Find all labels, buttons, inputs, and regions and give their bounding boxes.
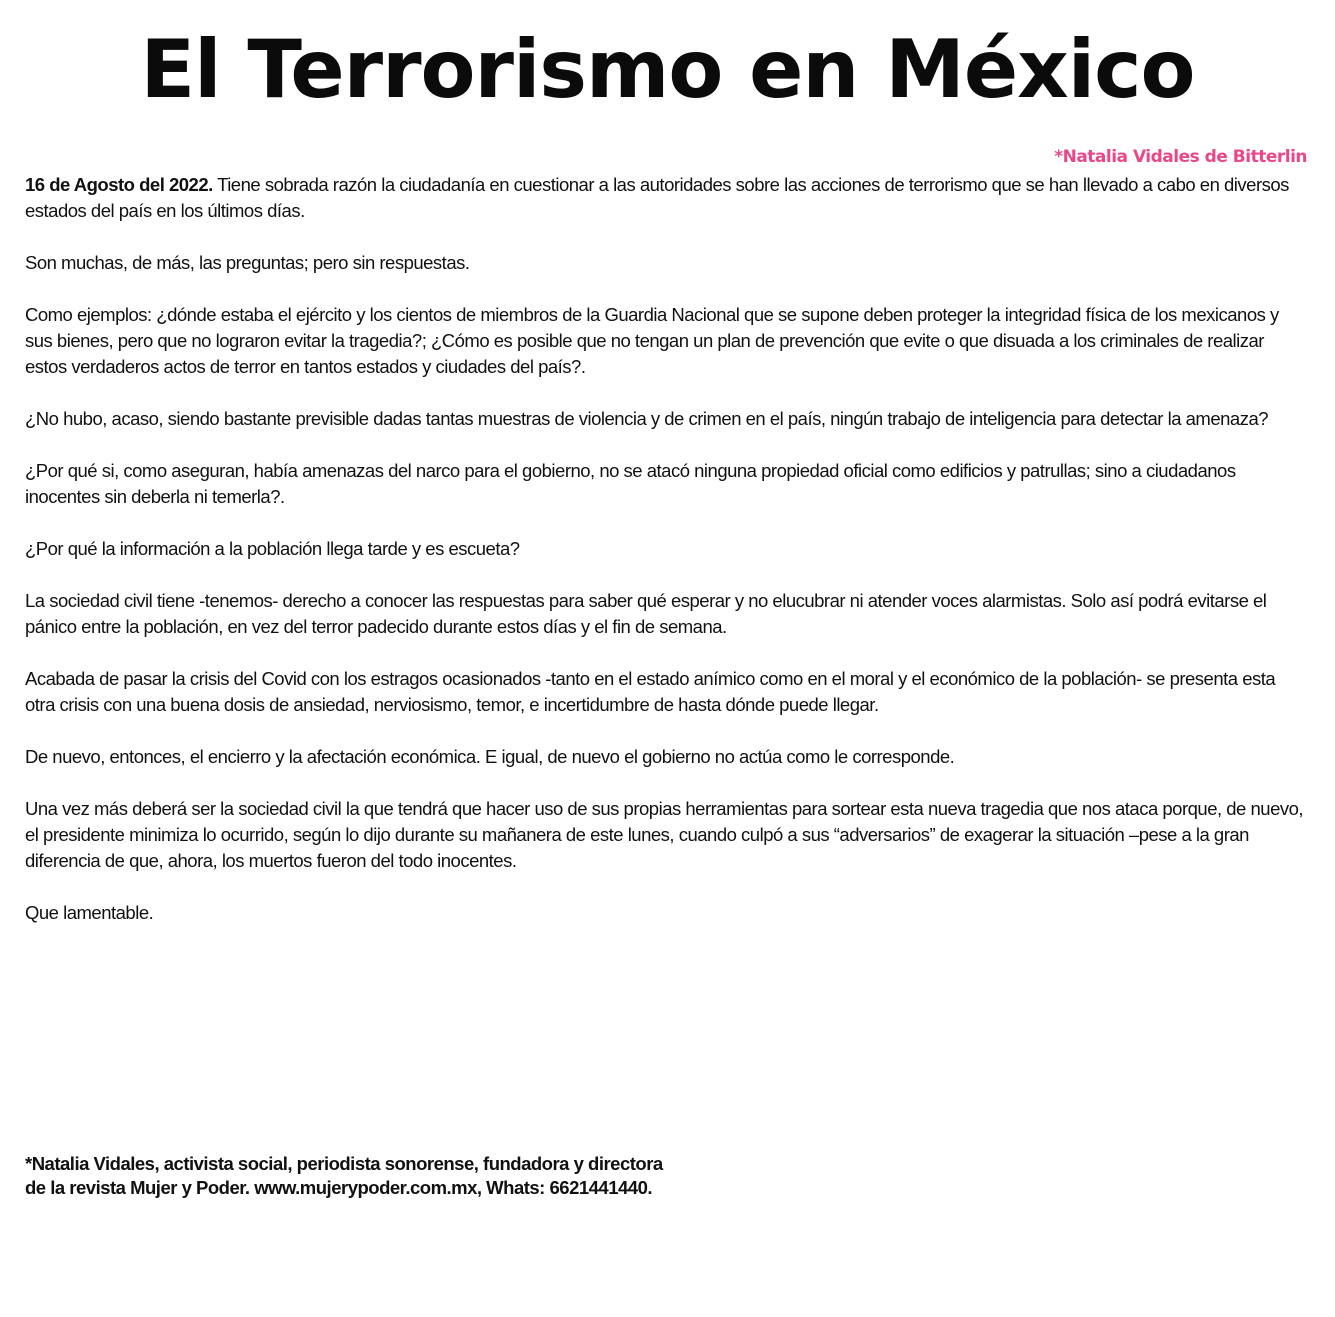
article-title: El Terrorismo en México — [140, 23, 1195, 116]
paragraph: Como ejemplos: ¿dónde estaba el ejército y los cientos de miembros de la Guardia Nacional que se supone deben proteger la integridad física de los mexicanos y sus bienes, pero que no lograron evitar la tragedia?; ¿Cómo es posible que no tengan un plan de prevención que evite o que disuada a los criminales de realizar estos verdaderos actos de terror en tantos estados y ciudades del país?. — [25, 304, 1279, 377]
closing-paragraph: Que lamentable. — [25, 902, 154, 923]
article-body — [25, 172, 1308, 952]
paragraph: Una vez más deberá ser la sociedad civil la que tendrá que hacer uso de sus propias herramientas para sortear esta nueva tragedia que nos ataca porque, de nuevo, el presidente minimiza lo ocurrido, según lo dijo durante su mañanera de este lunes, cuando culpó a sus “adversarios” de exagerar la situación –pese a la gran diferencia de que, ahora, los muertos fueron del todo inocentes. — [25, 798, 1304, 871]
signature-line: de la revista Mujer y Poder. www.mujerypoder.com.mx, Whats: 6621441440. — [25, 1177, 653, 1198]
author-signature — [25, 1152, 785, 1200]
paragraph: ¿No hubo, acaso, siendo bastante previsible dadas tantas muestras de violencia y de crimen en el país, ningún trabajo de inteligencia para detectar la amenaza? — [25, 408, 1269, 429]
paragraph: De nuevo, entonces, el encierro y la afectación económica. E igual, de nuevo el gobierno no actúa como le corresponde. — [25, 746, 955, 767]
signature-line: *Natalia Vidales, activista social, periodista sonorense, fundadora y directora — [25, 1153, 663, 1174]
paragraph: ¿Por qué la información a la población llega tarde y es escueta? — [25, 538, 520, 559]
dateline: 16 de Agosto del 2022. — [25, 174, 213, 195]
paragraph: ¿Por qué si, como aseguran, había amenazas del narco para el gobierno, no se atacó ninguna propiedad oficial como edificios y patrullas; sino a ciudadanos inocentes sin deberla ni temerla?. — [25, 460, 1236, 507]
first-paragraph — [25, 172, 1308, 224]
first-paragraph-text: Tiene sobrada razón la ciudadanía en cuestionar a las autoridades sobre las acciones de terrorismo que se han llevado a cabo en diversos estados del país en los últimos días. — [25, 174, 1289, 221]
paragraph: La sociedad civil tiene -tenemos- derecho a conocer las respuestas para saber qué esperar y no elucubrar ni atender voces alarmistas. Solo así podrá evitarse el pánico entre la población, en vez del terror padecido durante estos días y el fin de semana. — [25, 590, 1267, 637]
paragraph: Son muchas, de más, las preguntas; pero sin respuestas. — [25, 252, 470, 273]
author-byline: *Natalia Vidales de Bitterlin — [1054, 147, 1307, 167]
paragraph: Acabada de pasar la crisis del Covid con los estragos ocasionados -tanto en el estado anímico como en el moral y el económico de la población- se presenta esta otra crisis con una buena dosis de ansiedad, nerviosismo, temor, e incertidumbre de hasta dónde puede llegar. — [25, 668, 1276, 715]
